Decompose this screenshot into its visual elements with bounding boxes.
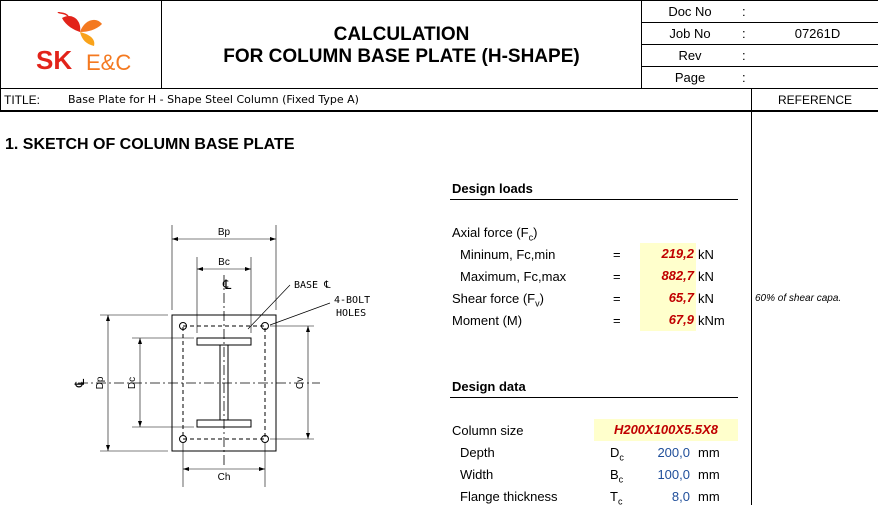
width-symbol: $B_c$ bbox=[610, 467, 624, 485]
flange-thickness-value: 8,0 bbox=[671, 489, 690, 504]
bolt-holes-label-2: HOLES bbox=[336, 308, 367, 319]
base-plate-sketch bbox=[0, 225, 440, 495]
max-force-value[interactable]: 882,7 bbox=[640, 265, 696, 287]
max-force-label: Maximum, Fc,max bbox=[460, 269, 567, 284]
moment-unit: kNm bbox=[698, 313, 725, 328]
shear-reference-note: 60% of shear capa. bbox=[755, 293, 842, 304]
dim-label-cv: Cv bbox=[295, 376, 306, 390]
logo bbox=[30, 12, 150, 80]
min-force-value[interactable]: 219,2 bbox=[640, 243, 696, 265]
column-size-value[interactable]: H200X100X5.5X8 bbox=[594, 419, 738, 441]
equals-sign: = bbox=[613, 269, 621, 284]
shear-force-value[interactable]: 65,7 bbox=[640, 287, 696, 309]
meta-label-job-no: Job No bbox=[669, 26, 711, 41]
section-heading-sketch: 1. SKETCH OF COLUMN BASE PLATE bbox=[5, 136, 295, 153]
dim-label-dp: Dp bbox=[95, 376, 106, 390]
centerline-left-icon: ℄ bbox=[73, 378, 88, 388]
flange-thickness-unit: mm bbox=[698, 489, 720, 504]
design-data-heading: Design data bbox=[452, 379, 526, 394]
title-row-text: Base Plate for H - Shape Steel Column (Fixed Type A) bbox=[68, 93, 359, 106]
axial-force-label: Axial force $(F_c)$ bbox=[452, 225, 538, 243]
depth-label: Depth bbox=[460, 445, 495, 460]
shear-force-label: Shear force $(F_v)$ bbox=[452, 291, 544, 309]
flange-thickness-label: Flange thickness bbox=[460, 489, 558, 504]
dim-label-bp: Bp bbox=[217, 227, 231, 238]
dim-label-bc: Bc bbox=[218, 257, 230, 268]
meta-value-job-no: 07261D bbox=[794, 26, 841, 41]
document-title bbox=[162, 24, 641, 68]
reference-heading: REFERENCE bbox=[777, 93, 852, 107]
bolt-holes-label-1: 4-BOLT bbox=[334, 295, 371, 306]
design-loads-heading: Design loads bbox=[452, 181, 533, 196]
meta-label-rev: Rev bbox=[678, 48, 702, 63]
width-value: 100,0 bbox=[657, 467, 690, 482]
min-force-unit: kN bbox=[698, 247, 714, 262]
min-force-label: Mininum, Fc,min bbox=[460, 247, 556, 262]
centerline-icon: ℄ bbox=[222, 278, 232, 293]
column-size-label: Column size bbox=[452, 423, 524, 438]
width-unit: mm bbox=[698, 467, 720, 482]
meta-label-doc-no: Doc No bbox=[668, 4, 712, 19]
meta-colon: : bbox=[742, 70, 746, 85]
depth-unit: mm bbox=[698, 445, 720, 460]
meta-colon: : bbox=[742, 4, 746, 19]
logo-ec-text: E&C bbox=[86, 50, 132, 75]
equals-sign: = bbox=[613, 291, 621, 306]
meta-colon: : bbox=[742, 48, 746, 63]
logo-sk-text: SK bbox=[36, 45, 73, 75]
moment-value[interactable]: 67,9 bbox=[640, 309, 696, 331]
width-label: Width bbox=[460, 467, 494, 482]
meta-colon: : bbox=[742, 26, 746, 41]
title-line-2: FOR COLUMN BASE PLATE (H-SHAPE) bbox=[223, 46, 580, 67]
depth-value: 200,0 bbox=[657, 445, 690, 460]
dim-label-ch: Ch bbox=[217, 472, 231, 483]
equals-sign: = bbox=[613, 313, 621, 328]
depth-symbol: $D_c$ bbox=[610, 445, 624, 463]
shear-force-unit: kN bbox=[698, 291, 714, 306]
moment-label: Moment (M) bbox=[452, 313, 523, 328]
title-line-1: CALCULATION bbox=[333, 24, 470, 45]
meta-label-page: Page bbox=[674, 70, 706, 85]
max-force-unit: kN bbox=[698, 269, 714, 284]
flange-thickness-symbol: $T_c$ bbox=[610, 489, 623, 507]
dim-label-dc: Dc bbox=[127, 376, 138, 390]
title-row-label: TITLE: bbox=[4, 93, 41, 107]
base-plate-label: BASE ℄ bbox=[294, 280, 331, 291]
equals-sign: = bbox=[613, 247, 621, 262]
